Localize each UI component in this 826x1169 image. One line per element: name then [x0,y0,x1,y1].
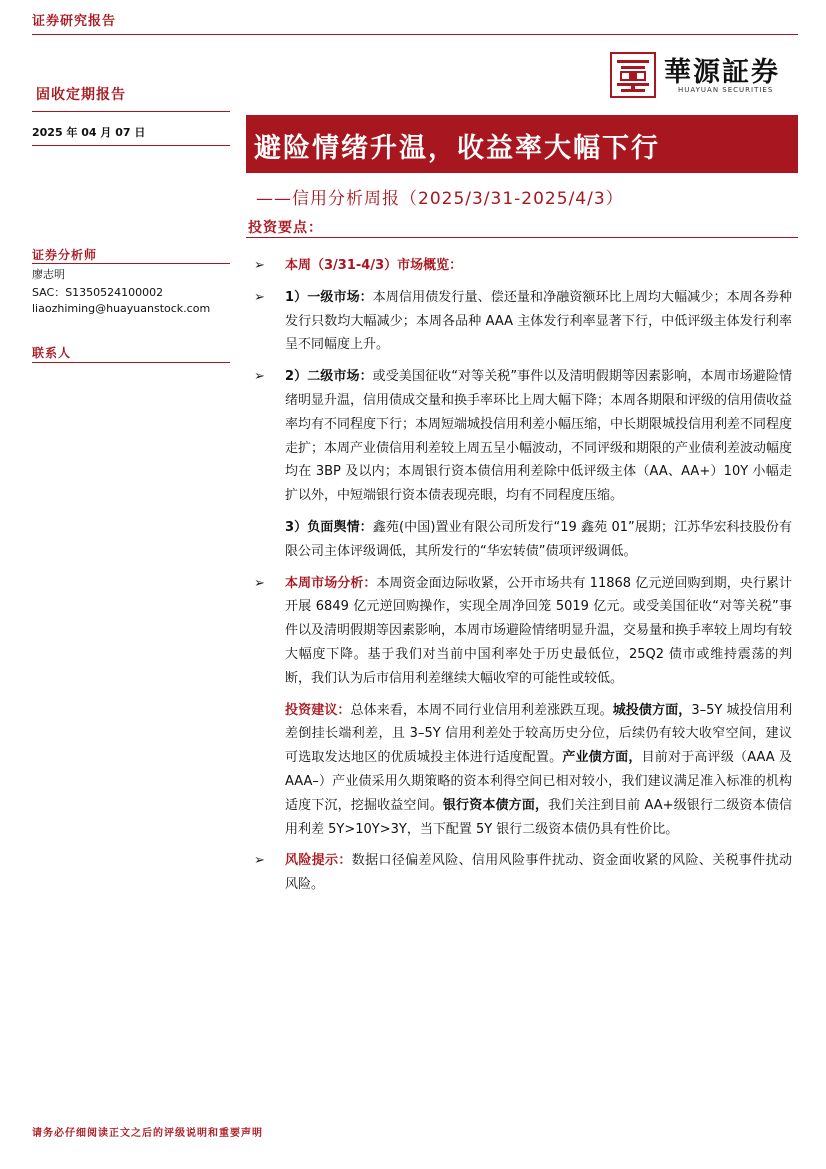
key-points-content [254,254,792,897]
key-points-heading: 投资要点： [248,220,323,236]
market-analysis-label: 本周市场分析： [285,575,377,591]
list-item [254,849,792,897]
report-date: 2025 年 04 月 07 日 [32,126,146,139]
industrial-bond-label: 产业债方面， [562,750,642,766]
chengtou-label: 城投债方面， [612,702,692,718]
logo-name: 華源証券 [664,57,780,88]
arrow-bullet-icon: ➢ [254,575,265,591]
contact-heading: 联系人 [32,346,72,360]
date-divider [32,145,230,146]
logo-mark-icon [610,52,656,98]
negative-news-text: 鑫苑(中国)置业有限公司所发行“19 鑫苑 01”展期；江苏华宏科技股份有限公司主体评级调低，其所发行的“华宏转债”债项评级调低。 [285,519,792,559]
negative-news-label: 3）负面舆情： [285,519,373,535]
arrow-bullet-icon: ➢ [254,369,265,385]
list-item [254,254,792,278]
arrow-bullet-icon: ➢ [254,853,265,869]
analyst-name: 廖志明 [32,268,65,281]
secondary-market-label: 2）二级市场： [285,369,373,385]
industrial-bond-text: 目前对于高评级（AAA 及 AAA–）产业债采用久期策略的资本利得空间已相对较小，我们建议满足准入标准的机构适度下沉，挖掘收益空间。 [285,750,792,813]
report-type: 固收定期报告 [36,87,126,103]
header-divider [32,34,798,35]
list-item [254,699,792,842]
analyst-divider [32,263,230,264]
arrow-bullet-icon: ➢ [254,289,265,305]
risk-warning-label: 风险提示： [285,853,352,869]
footer-disclaimer: 请务必仔细阅读正文之后的评级说明和重要声明 [32,1128,263,1139]
list-item [254,572,792,691]
primary-market-text: 本周信用债发行量、偿还量和净融资额环比上周均大幅减少；本周各券种发行只数均大幅减少；本周各品种 AAA 主体发行利率显著下行，中低评级主体发行利率呈不同幅度上升。 [285,289,792,353]
key-points-divider [246,237,798,238]
chengtou-text: 3–5Y 城投信用利差倒挂长端利差，且 3–5Y 信用利差处于较高历史分位，后续仍有较大收窄空间，建议可选取发达地区的优质城投主体进行适度配置。 [285,702,792,766]
investment-advice-label: 投资建议： [285,702,351,718]
bank-capital-bond-text: 我们关注到目前 AA+级银行二级资本债信用利差 5Y>10Y>3Y，当下配置 5Y 银行二级资本债仍具有性价比。 [285,797,792,837]
arrow-bullet-icon: ➢ [254,258,265,273]
analyst-heading: 证券分析师 [32,248,98,262]
analyst-sac: SAC：S1350524100002 [32,286,164,299]
bank-capital-bond-label: 银行资本债方面， [442,797,549,813]
market-analysis-text: 本周资金面边际收紧，公开市场共有 11868 亿元逆回购到期，央行累计开展 6849 亿元逆回购操作，实现全周净回笼 5019 亿元。或受美国征收“对等关税”事件以及清明假期等因素影响，本周市场避险情绪明显升温，交易量和换手率较上周均有较大幅度下降。基于我们对当前中国利率处于历史最低位，25Q2 债市或维持震荡的判断，我们认为后市信用利差继续大幅收窄的可能性或较低。 [285,575,793,686]
report-type-divider [32,111,230,112]
primary-market-label: 1）一级市场： [285,289,373,305]
title-banner [246,115,798,173]
list-item [254,365,792,508]
analyst-email[interactable]: liaozhiming@huayuanstock.com [32,302,211,315]
advice-summary-text: 总体来看，本周不同行业信用利差涨跌互现。 [350,702,613,718]
overview-title: 本周（3/31-4/3）市场概览： [285,258,463,273]
page-subtitle: ——信用分析周报（2025/3/31-2025/4/3） [256,189,624,209]
list-item [254,516,792,564]
secondary-market-text: 或受美国征收“对等关税”事件以及清明假期等因素影响，本周市场避险情绪明显升温，信用债成交量和换手率环比上周大幅下降；本周各期限和评级的信用债收益率均有不同程度下行；本周短端城投信用利差小幅压缩，中长期限城投信用利差不同程度走扩；本周产业债信用利差较上周五呈小幅波动，不同评级和期限的产业债利差波动幅度均在 3BP 及以内；本周银行资本债信用利差除中低评级主体（AA、AA+）10Y 小幅走扩以外，中短端银行资本债表现亮眼，均有不同程度压缩。 [285,369,793,504]
report-category: 证券研究报告 [32,14,117,29]
company-logo [610,50,790,100]
contact-divider [32,362,230,363]
list-item [254,286,792,357]
page-title: 避险情绪升温，收益率大幅下行 [254,133,660,164]
logo-subtitle: HUAYUAN SECURITIES [678,86,774,94]
risk-warning-text: 数据口径偏差风险、信用风险事件扰动、资金面收紧的风险、关税事件扰动风险。 [285,853,792,893]
